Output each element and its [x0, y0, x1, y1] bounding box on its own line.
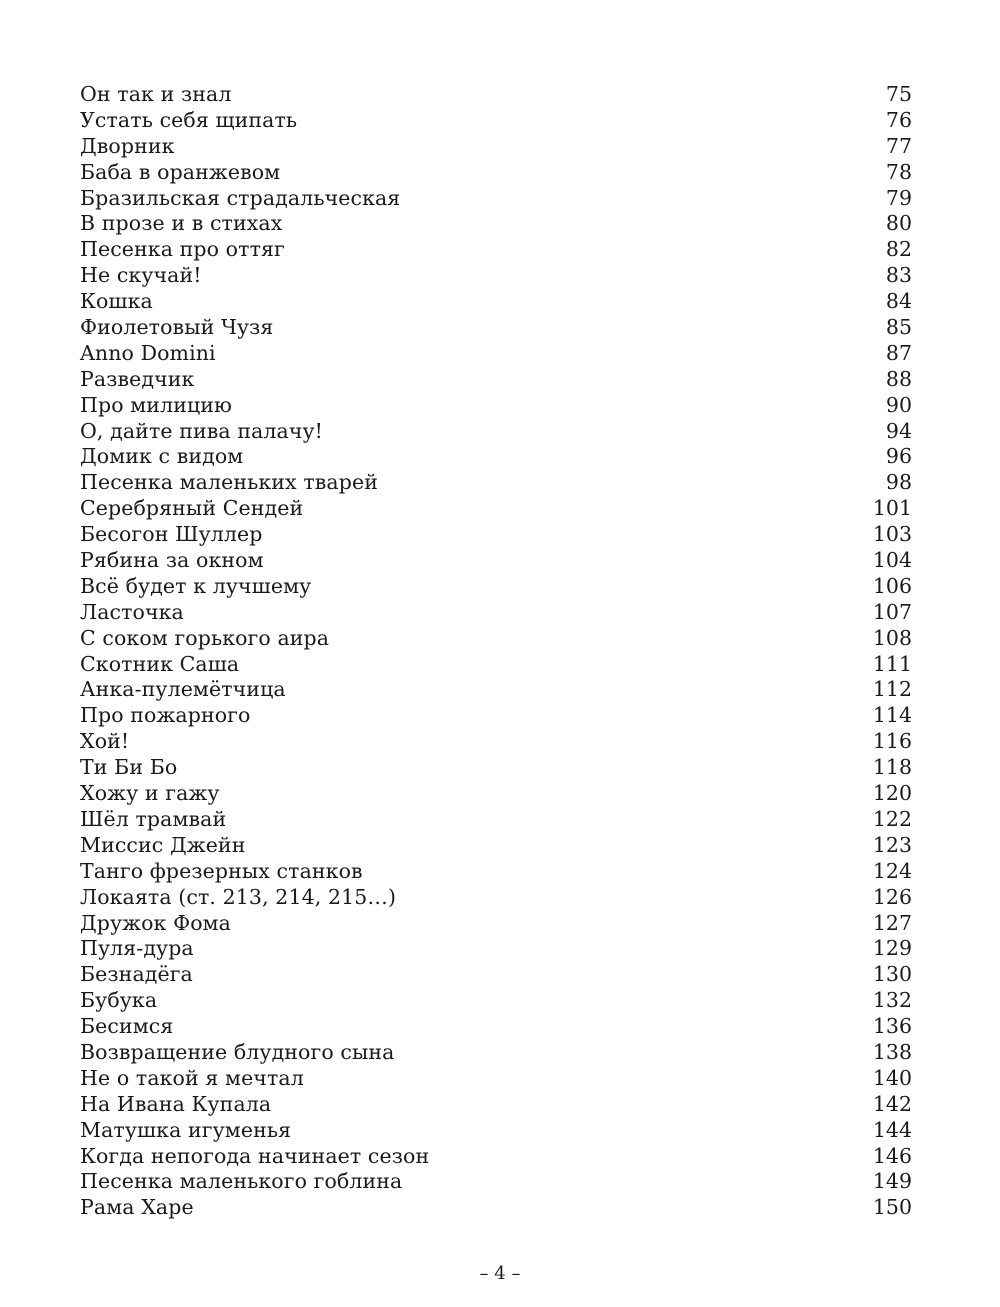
toc-entry [80, 703, 912, 729]
toc-entry-page: 142 [872, 1091, 912, 1116]
toc-entry [80, 367, 912, 393]
toc-entry-title: Не о такой я мечтал [80, 1065, 304, 1090]
toc-entry [80, 548, 912, 574]
toc-entry-page: 112 [872, 677, 912, 702]
toc-entry [80, 496, 912, 522]
toc-entry-title: Бесимся [80, 1014, 174, 1039]
toc-entry-page: 76 [885, 107, 912, 132]
toc-entry [80, 263, 912, 289]
toc-entry-title: Про пожарного [80, 703, 251, 728]
toc-entry [80, 315, 912, 341]
toc-entry-title: Песенка маленького гоблина [80, 1169, 403, 1194]
toc-entry [80, 652, 912, 678]
toc-entry-title: Не скучай! [80, 263, 202, 288]
toc-entry [80, 186, 912, 212]
toc-entry-page: 75 [885, 82, 912, 106]
toc-entry [80, 289, 912, 315]
toc-entry-title: Песенка про оттяг [80, 237, 285, 262]
toc-entry-page: 82 [885, 237, 912, 262]
toc-entry-title: Рябина за окном [80, 548, 264, 573]
toc-entry [80, 393, 912, 419]
toc-entry [80, 885, 912, 911]
toc-entry-page: 88 [885, 366, 912, 391]
toc-entry-title: Устать себя щипать [80, 107, 298, 132]
toc-entry-title: Ласточка [80, 599, 184, 624]
toc-entry [80, 419, 912, 445]
toc-entry-page: 124 [872, 858, 912, 883]
toc-entry [80, 781, 912, 807]
toc-entry-title: Рама Харе [80, 1195, 194, 1220]
toc-entry-title: Он так и знал [80, 82, 232, 106]
toc-entry-page: 94 [885, 418, 912, 443]
toc-entry-page: 144 [872, 1117, 912, 1142]
toc-entry [80, 677, 912, 703]
toc-entry-page: 101 [872, 496, 912, 521]
toc-entry [80, 522, 912, 548]
toc-entry-page: 138 [872, 1039, 912, 1064]
toc-entry-page: 90 [885, 392, 912, 417]
toc-entry [80, 911, 912, 937]
toc-entry-title: Серебряный Сендей [80, 496, 304, 521]
toc-entry-title: На Ивана Купала [80, 1091, 272, 1116]
toc-entry-title: Ти Би Бо [80, 755, 178, 780]
toc-entry [80, 962, 912, 988]
toc-entry-title: Бесогон Шуллер [80, 522, 263, 547]
toc-entry [80, 1066, 912, 1092]
toc-entry-title: Анка-пулемётчица [80, 677, 286, 702]
page-number: – 4 – [479, 1263, 521, 1284]
toc-entry-page: 83 [885, 263, 912, 288]
toc-entry-title: Возвращение блудного сына [80, 1039, 395, 1064]
toc-entry [80, 600, 912, 626]
toc-entry-page: 84 [885, 289, 912, 314]
toc-entry [80, 574, 912, 600]
toc-entry [80, 1144, 912, 1170]
toc-entry-page: 107 [872, 599, 912, 624]
toc-entry-page: 78 [885, 159, 912, 184]
toc-entry-page: 77 [885, 133, 912, 158]
toc-entry-title: В прозе и в стихах [80, 211, 283, 236]
toc-entry-title: С соком горького аира [80, 625, 330, 650]
toc-entry [80, 833, 912, 859]
toc-entry [80, 988, 912, 1014]
toc-entry-title: Всё будет к лучшему [80, 573, 312, 598]
toc-entry-page: 127 [872, 910, 912, 935]
toc-entry [80, 1195, 912, 1221]
toc-entry-page: 120 [872, 781, 912, 806]
toc-entry [80, 134, 912, 160]
table-of-contents [80, 82, 912, 1221]
toc-entry-title: Скотник Саша [80, 651, 240, 676]
toc-entry-page: 104 [872, 548, 912, 573]
toc-entry [80, 237, 912, 263]
toc-entry [80, 108, 912, 134]
toc-entry [80, 470, 912, 496]
toc-entry-page: 146 [872, 1143, 912, 1168]
toc-entry-title: Anno Domini [80, 340, 216, 365]
toc-entry-title: Когда непогода начинает сезон [80, 1143, 430, 1168]
toc-entry-title: Безнадёга [80, 962, 193, 987]
toc-entry [80, 1118, 912, 1144]
toc-entry-page: 106 [872, 573, 912, 598]
toc-entry-title: О, дайте пива палачу! [80, 418, 324, 443]
toc-entry-title: Домик с видом [80, 444, 244, 469]
toc-entry-title: Пуля-дура [80, 936, 194, 961]
toc-entry-page: 96 [885, 444, 912, 469]
toc-entry [80, 1014, 912, 1040]
toc-entry-title: Шёл трамвай [80, 806, 227, 831]
toc-entry [80, 211, 912, 237]
toc-entry-title: Танго фрезерных станков [80, 858, 363, 883]
toc-entry-page: 116 [872, 729, 912, 754]
toc-entry-page: 140 [872, 1065, 912, 1090]
toc-entry-title: Дворник [80, 133, 175, 158]
toc-entry [80, 341, 912, 367]
toc-entry [80, 729, 912, 755]
toc-entry-page: 114 [872, 703, 912, 728]
toc-entry-title: Кошка [80, 289, 153, 314]
toc-entry-page: 136 [872, 1014, 912, 1039]
toc-entry [80, 626, 912, 652]
toc-entry-page: 123 [872, 832, 912, 857]
toc-entry-title: Бубука [80, 988, 158, 1013]
toc-entry-page: 111 [872, 651, 912, 676]
toc-entry-page: 80 [885, 211, 912, 236]
toc-entry-title: Про милицию [80, 392, 232, 417]
toc-entry-page: 122 [872, 806, 912, 831]
toc-entry-page: 79 [885, 185, 912, 210]
toc-entry-title: Матушка игуменья [80, 1117, 292, 1142]
toc-entry-page: 126 [872, 884, 912, 909]
toc-entry [80, 936, 912, 962]
toc-entry-page: 108 [872, 625, 912, 650]
toc-entry-title: Миссис Джейн [80, 832, 246, 857]
toc-entry-title: Дружок Фома [80, 910, 232, 935]
toc-entry-page: 85 [885, 315, 912, 340]
toc-entry-page: 103 [872, 522, 912, 547]
toc-entry-page: 150 [872, 1195, 912, 1220]
toc-entry [80, 755, 912, 781]
toc-entry [80, 1092, 912, 1118]
toc-entry-title: Локаята (ст. 213, 214, 215…) [80, 884, 397, 909]
toc-entry [80, 807, 912, 833]
toc-entry [80, 82, 912, 108]
toc-entry [80, 859, 912, 885]
toc-entry-title: Хожу и гажу [80, 781, 220, 806]
toc-entry-page: 132 [872, 988, 912, 1013]
toc-entry-page: 98 [885, 470, 912, 495]
toc-entry-page: 130 [872, 962, 912, 987]
toc-entry-page: 129 [872, 936, 912, 961]
toc-entry-page: 118 [872, 755, 912, 780]
toc-entry-title: Разведчик [80, 366, 195, 391]
toc-entry [80, 1169, 912, 1195]
toc-entry-title: Фиолетовый Чузя [80, 315, 274, 340]
toc-entry-title: Бразильская страдальческая [80, 185, 401, 210]
toc-entry [80, 444, 912, 470]
toc-entry-title: Хой! [80, 729, 130, 754]
toc-entry-title: Песенка маленьких тварей [80, 470, 378, 495]
toc-entry [80, 160, 912, 186]
toc-entry-page: 87 [885, 340, 912, 365]
toc-entry-title: Баба в оранжевом [80, 159, 281, 184]
toc-entry-page: 149 [872, 1169, 912, 1194]
toc-entry [80, 1040, 912, 1066]
